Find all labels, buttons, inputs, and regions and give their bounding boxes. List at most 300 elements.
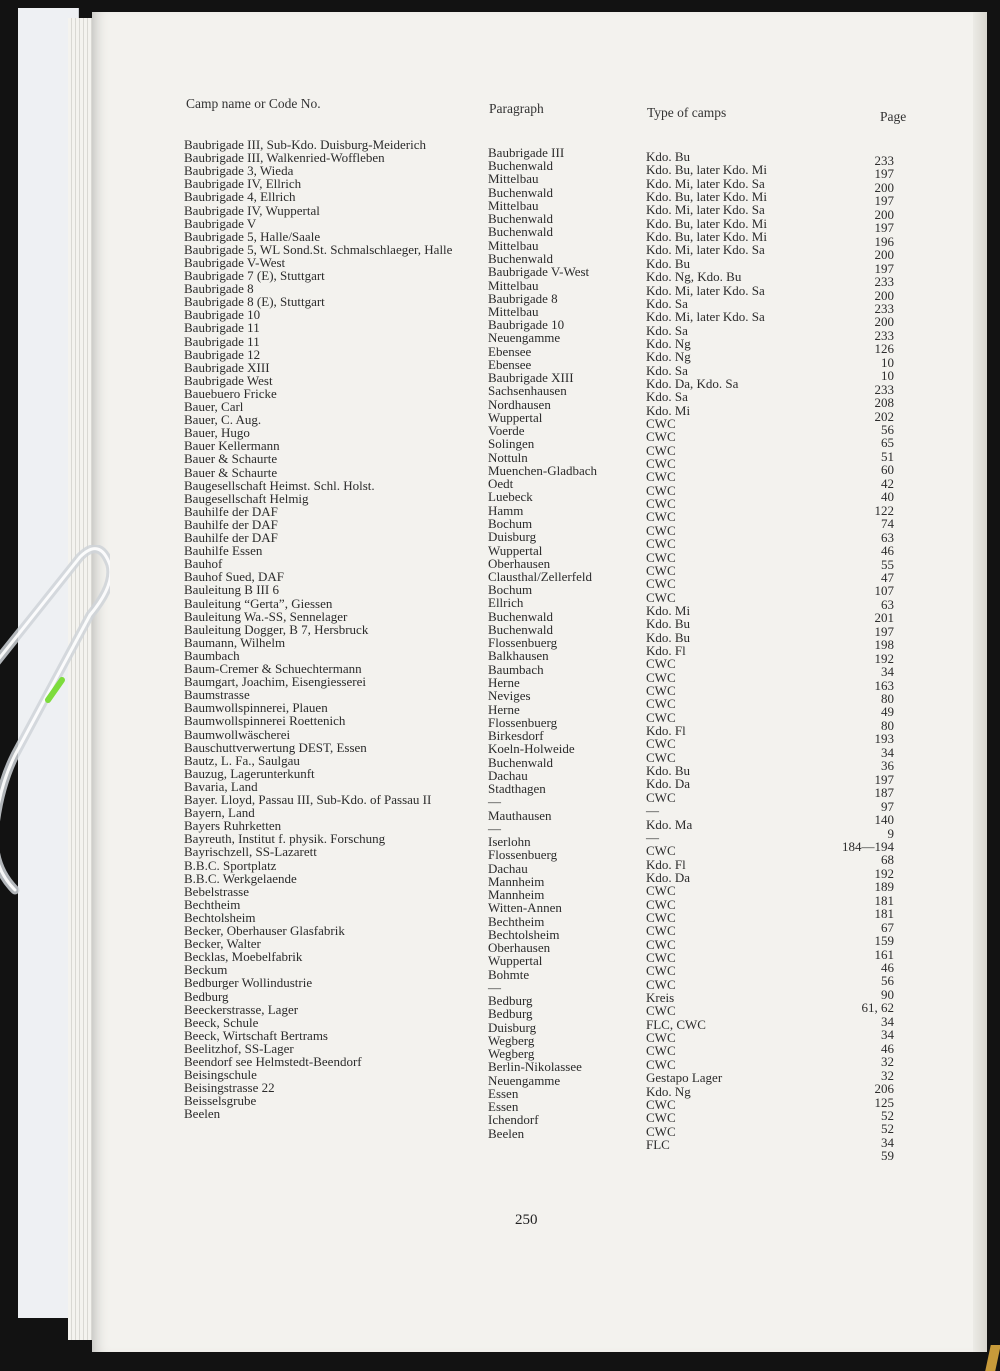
camp-name-cell: Baumwollspinnerei, Plauen [184, 700, 328, 716]
camp-name-cell: Baumstrasse [184, 687, 250, 703]
type-cell: Kdo. Mi, later Kdo. Sa [646, 282, 765, 298]
type-cell: FLC, CWC [646, 1016, 706, 1032]
page-cell: 192 [874, 865, 894, 881]
paragraph-cell: Baubrigade V-West [488, 264, 590, 280]
type-cell: CWC [646, 950, 676, 965]
camp-name-cell: Baubrigade West [184, 372, 273, 388]
type-cell: — [646, 829, 659, 845]
paragraph-cell: Baubrigade 10 [488, 317, 565, 333]
camp-name-cell: Baubrigade 3, Wieda [184, 163, 294, 179]
paragraph-cell: Buchenwald [488, 754, 553, 770]
page-cell: 197 [874, 771, 894, 787]
paragraph-cell: Ebensee [488, 343, 532, 359]
camp-name-cell: Baubrigade 11 [184, 333, 260, 349]
camp-name-cell: Beisingstrasse 22 [184, 1080, 275, 1096]
page-cell: 59 [881, 1148, 894, 1164]
paragraph-cell: Buchenwald [488, 224, 553, 240]
paragraph-cell: Balkhausen [488, 648, 549, 664]
type-cell: Kdo. Sa [646, 322, 688, 338]
type-cell: Gestapo Lager [646, 1070, 723, 1086]
camp-name-cell: Bedburg [184, 988, 229, 1004]
type-cell: Kdo. Ma [646, 816, 693, 832]
paragraph-cell: Baumbach [488, 661, 544, 677]
page-cell: 200 [874, 287, 894, 303]
page-cell: 74 [881, 516, 894, 532]
page-cell: 52 [881, 1107, 894, 1123]
type-cell: Kdo. Bu [646, 629, 691, 645]
type-cell: CWC [646, 496, 676, 512]
type-cell: CWC [646, 549, 676, 565]
page-cell: 61, 62 [861, 1000, 894, 1016]
type-cell: CWC [646, 509, 676, 525]
type-cell: — [646, 803, 659, 819]
type-cell: CWC [646, 656, 676, 672]
header-camp-name: Camp name or Code No. [186, 96, 321, 111]
paragraph-cell: Bochum [488, 515, 533, 531]
page-cell: 9 [887, 825, 894, 841]
paragraph-cell: Bedburg [488, 993, 533, 1008]
page-cell: 40 [881, 489, 894, 505]
page-cell: 140 [874, 812, 894, 828]
camp-name-cell: Baubrigade 7 (E), Stuttgart [184, 268, 325, 283]
type-cell: CWC [646, 1003, 676, 1019]
paragraph-cell: Buchenwald [488, 158, 553, 174]
type-cell: Kdo. Da [646, 776, 691, 792]
paragraph-cell: Mittelbau [488, 237, 539, 253]
camp-name-cell: Bedburger Wollindustrie [184, 975, 313, 991]
paragraph-cell: Voerde [488, 423, 525, 439]
camp-name-cell: Beisingschule [184, 1067, 257, 1083]
type-cell: CWC [646, 976, 676, 992]
paragraph-cell: Mittelbau [488, 277, 539, 293]
type-cell: CWC [646, 669, 676, 685]
page-cell: 46 [881, 960, 894, 975]
camp-name-cell: Beendorf see Helmstedt-Beendorf [184, 1054, 362, 1069]
camp-name-cell: Baugesellschaft Helmig [184, 490, 309, 506]
type-cell: CWC [646, 429, 676, 445]
camp-name-cell: Baumgart, Joachim, Eisengiesserei [184, 674, 366, 690]
type-cell: Kdo. Ng [646, 349, 691, 365]
paragraph-cell: Mauthausen [488, 807, 552, 823]
camp-name-cell: Bauer Kellermann [184, 438, 280, 454]
paragraph-cell: Duisburg [488, 1019, 537, 1035]
page-gutter-shadow [973, 12, 987, 1352]
type-cell: CWC [646, 576, 676, 592]
paragraph-cell: Mittelbau [488, 303, 539, 319]
paragraph-cell: Mannheim [488, 887, 545, 902]
camp-name-cell: Bauer, C. Aug. [184, 412, 262, 428]
paragraph-cell: Sachsenhausen [488, 383, 567, 399]
paragraph-cell: Essen [488, 1085, 519, 1101]
camp-name-cell: Baubrigade V [184, 215, 257, 231]
camp-name-cell: Beelen [184, 1106, 221, 1122]
paragraph-cell: Buchenwald [488, 211, 553, 227]
camp-name-cell: Baubrigade III, Walkenried-Woffleben [184, 150, 385, 166]
page-cell: 193 [874, 731, 894, 747]
type-cell: CWC [646, 1030, 676, 1046]
paragraph-cell: Neviges [488, 688, 531, 704]
paragraph-cell: Flossenbuerg [488, 847, 558, 863]
paragraph-cell: Nordhausen [488, 396, 551, 412]
paragraph-cell: Stadthagen [488, 781, 546, 796]
type-cell: Kdo. Fl [646, 856, 686, 872]
page-cell: 56 [881, 973, 894, 989]
camp-name-cell: Bauleitung Wa.-SS, Sennelager [184, 608, 348, 624]
camp-name-cell: Baubrigade IV, Ellrich [184, 176, 302, 192]
page-cell: 49 [881, 704, 894, 720]
page-cell: 196 [874, 233, 894, 249]
type-cell: Kdo. Sa [646, 295, 688, 311]
page-cell: 201 [874, 610, 894, 626]
camp-name-cell: Bauhilfe der DAF [184, 530, 278, 545]
paragraph-cell: Koeln-Holweide [488, 741, 575, 757]
camp-name-cell: Beeckerstrasse, Lager [184, 1001, 299, 1017]
camp-name-cell: Beckum [184, 962, 228, 978]
camp-name-cell: Baum-Cremer & Schuechtermann [184, 661, 362, 676]
page-cell: 51 [881, 448, 894, 464]
paragraph-cell: Bedburg [488, 1006, 533, 1022]
page-cell: 42 [881, 475, 894, 491]
camp-name-cell: Baumwollspinnerei Roettenich [184, 713, 346, 729]
type-cell: CWC [646, 736, 676, 752]
type-cell: CWC [646, 456, 676, 472]
page-cell: 233 [874, 327, 894, 343]
page-cell: 80 [881, 717, 894, 733]
paragraph-cell: Iserlohn [488, 834, 531, 849]
paragraph-cell: Ichendorf [488, 1112, 539, 1128]
page-cell: 34 [881, 744, 894, 760]
type-cell: CWC [646, 709, 676, 725]
paragraph-cell: Baubrigade 8 [488, 290, 558, 306]
camp-name-cell: Bauer & Schaurte [184, 464, 278, 480]
paragraph-cell: Baubrigade XIII [488, 370, 574, 386]
type-cell: CWC [646, 789, 676, 805]
page-cell: 181 [874, 906, 894, 922]
camp-name-cell: Bayer. Lloyd, Passau III, Sub-Kdo. of Passau II [184, 792, 432, 807]
type-cell: Kdo. Da [646, 869, 691, 885]
page-cell: 36 [881, 758, 894, 774]
page-cell: 32 [881, 1067, 894, 1083]
page-cell: 65 [881, 435, 894, 451]
paragraph-cell: Witten-Annen [488, 900, 562, 916]
page-cell: 233 [874, 153, 894, 168]
type-cell: Kdo. Bu [646, 149, 691, 164]
paragraph-cell: Mittelbau [488, 197, 539, 213]
page-cell: 200 [874, 314, 894, 330]
camp-name-cell: Bayreuth, Institut f. physik. Forschung [184, 831, 386, 847]
camp-name-cell: Bauleitung Dogger, B 7, Hersbruck [184, 621, 369, 637]
type-cell: CWC [646, 469, 676, 485]
page-cell: 46 [881, 1040, 894, 1056]
paragraph-cell: — [488, 820, 501, 836]
page-cell: 161 [874, 946, 894, 962]
page-cell: 107 [874, 583, 894, 599]
camp-name-cell: Beisselsgrube [184, 1093, 257, 1109]
page-cell: 47 [881, 569, 894, 585]
paragraph-cell: Mittelbau [488, 171, 539, 187]
paragraph-cell: Wuppertal [488, 410, 543, 425]
page-cell: 46 [881, 543, 894, 559]
type-cell: CWC [646, 963, 676, 979]
type-cell: CWC [646, 1056, 676, 1072]
paragraph-cell: Herne [488, 675, 520, 690]
type-cell: CWC [646, 936, 676, 952]
camp-name-cell: Becklas, Moebelfabrik [184, 949, 303, 965]
camp-name-cell: B.B.C. Sportplatz [184, 857, 277, 873]
type-cell: Kdo. Bu [646, 616, 691, 632]
type-cell: Kdo. Mi [646, 402, 691, 418]
type-cell: Kdo. Da, Kdo. Sa [646, 375, 739, 391]
type-cell: Kdo. Bu [646, 763, 691, 779]
camp-name-cell: Bauhof Sued, DAF [184, 569, 285, 585]
paragraph-cell: Clausthal/Zellerfeld [488, 568, 592, 584]
type-cell: Kdo. Ng [646, 335, 691, 351]
paragraph-cell: Bohmte [488, 966, 530, 982]
page-cell: 233 [874, 274, 894, 290]
type-cell: Kdo. Ng, Kdo. Bu [646, 269, 742, 285]
paragraph-cell: Wegberg [488, 1032, 535, 1048]
page-cell: 60 [881, 462, 894, 478]
page-cell: 34 [881, 1027, 894, 1043]
type-cell: CWC [646, 1096, 676, 1112]
paragraph-cell: Mannheim [488, 873, 545, 889]
paragraph-cell: Oberhausen [488, 940, 551, 955]
page-cell: 159 [874, 933, 894, 949]
paragraph-cell: Hamm [488, 502, 524, 518]
page-cell: 68 [881, 852, 894, 868]
paragraph-cell: Herne [488, 701, 520, 717]
paragraph-cell: Muenchen-Gladbach [488, 462, 598, 478]
header-paragraph: Paragraph [489, 101, 544, 116]
paragraph-cell: Ellrich [488, 595, 524, 611]
type-cell: CWC [646, 442, 676, 458]
paragraph-cell: Flossenbuerg [488, 714, 558, 730]
page-cell: 208 [874, 395, 894, 411]
page-cell: 197 [874, 166, 894, 182]
paragraph-cell: Essen [488, 1099, 519, 1114]
camp-name-cell: Bayern, Land [184, 805, 255, 821]
page-cell: 206 [874, 1081, 894, 1097]
camp-name-cell: Baubrigade 8 (E), Stuttgart [184, 294, 325, 310]
paragraph-cell: Neuengamme [488, 330, 561, 346]
type-cell: Kdo. Sa [646, 362, 688, 378]
camp-name-cell: Beeck, Schule [184, 1014, 259, 1030]
page-cell: 55 [881, 556, 894, 572]
page-cell: 163 [874, 677, 894, 693]
page-cell: 233 [874, 381, 894, 397]
page-cell: 198 [874, 637, 894, 653]
page-cell: 197 [874, 623, 894, 639]
page-cell: 32 [881, 1054, 894, 1070]
camp-name-cell: B.B.C. Werkgelaende [184, 870, 297, 886]
type-cell: Kdo. Bu, later Kdo. Mi [646, 215, 767, 231]
paragraph-cell: Buchenwald [488, 184, 553, 200]
page-cell: 197 [874, 220, 894, 236]
type-cell: CWC [646, 909, 676, 925]
paragraph-cell: Neuengamme [488, 1072, 561, 1088]
page-cell: 56 [881, 422, 894, 437]
type-cell: CWC [646, 1123, 676, 1139]
type-cell: CWC [646, 883, 676, 899]
camp-name-cell: Baubrigade XIII [184, 359, 270, 375]
type-cell: Kdo. Bu, later Kdo. Mi [646, 162, 767, 178]
page-cell: 126 [874, 341, 894, 357]
type-cell: Kdo. Bu, later Kdo. Mi [646, 189, 767, 205]
type-cell: CWC [646, 683, 676, 698]
page-cell: 197 [874, 260, 894, 276]
camp-name-cell: Bechtheim [184, 896, 241, 912]
paragraph-cell: Wegberg [488, 1046, 535, 1061]
camp-name-cell: Bauhilfe Essen [184, 543, 263, 559]
paragraph-cell: Wuppertal [488, 542, 543, 558]
type-cell: Kdo. Mi, later Kdo. Sa [646, 175, 765, 191]
paragraph-cell: Bechtheim [488, 913, 545, 929]
camp-name-cell: Baumwollwäscherei [184, 726, 291, 742]
type-cell: Kdo. Fl [646, 723, 686, 739]
paragraph-cell: Solingen [488, 436, 535, 452]
camp-name-cell: Beelitzhof, SS-Lager [184, 1040, 294, 1056]
type-cell: CWC [646, 522, 676, 538]
page-cell: 63 [881, 529, 894, 545]
page-cell: 125 [874, 1094, 894, 1110]
page-number: 250 [515, 1212, 538, 1228]
camp-name-cell: Bauzug, Lagerunterkunft [184, 765, 315, 781]
paragraph-cell: — [488, 794, 501, 810]
paragraph-cell: Buchenwald [488, 250, 553, 266]
paragraph-cell: Dachau [488, 767, 528, 783]
type-cell: CWC [646, 696, 676, 712]
type-cell: Kdo. Fl [646, 642, 686, 658]
type-cell: Kdo. Mi, later Kdo. Sa [646, 202, 765, 218]
page-cell: 67 [881, 919, 894, 935]
camp-name-cell: Becker, Walter [184, 936, 261, 952]
camp-name-cell: Baumbach [184, 647, 240, 663]
type-cell: CWC [646, 896, 676, 912]
header-page: Page [880, 109, 907, 124]
type-cell: Kdo. Mi, later Kdo. Sa [646, 242, 765, 258]
type-cell: Kdo. Mi [646, 602, 691, 618]
page-cell: 34 [881, 1013, 894, 1029]
paragraph-cell: Duisburg [488, 529, 537, 545]
type-cell: FLC [646, 1136, 670, 1152]
camp-name-cell: Baubrigade 5, Halle/Saale [184, 228, 321, 244]
type-cell: CWC [646, 536, 676, 552]
page-cell: 10 [881, 368, 894, 384]
paragraph-cell: Oberhausen [488, 555, 551, 571]
camp-name-cell: Bayrischzell, SS-Lazarett [184, 844, 317, 860]
paragraph-cell: Oedt [488, 476, 514, 492]
camp-name-cell: Baubrigade 8 [184, 281, 254, 297]
type-cell: CWC [646, 843, 676, 859]
header-type: Type of camps [647, 105, 727, 120]
type-cell: CWC [646, 562, 676, 578]
camp-name-cell: Bavaria, Land [184, 778, 258, 794]
type-cell: CWC [646, 1110, 676, 1126]
camp-name-cell: Baubrigade 5, WL Sond.St. Schmalschlaeger, Halle [184, 241, 453, 257]
paragraph-cell: Luebeck [488, 489, 533, 505]
camp-name-cell: Baubrigade 11 [184, 320, 260, 336]
camp-name-cell: Bautz, L. Fa., Saulgau [184, 752, 300, 768]
page-cell: 200 [874, 179, 894, 195]
type-cell: Kdo. Bu, later Kdo. Mi [646, 229, 767, 245]
camp-name-cell: Baubrigade IV, Wuppertal [184, 202, 320, 218]
type-cell: CWC [646, 1043, 676, 1059]
paragraph-cell: Bochum [488, 582, 533, 598]
camp-name-cell: Bauleitung B III 6 [184, 582, 279, 598]
camp-name-cell: Baubrigade 10 [184, 307, 261, 323]
page-cell: 34 [881, 1134, 894, 1150]
paragraph-cell: Ebensee [488, 356, 532, 372]
camp-name-cell: Bauer, Carl [184, 399, 244, 414]
page-cell: 189 [874, 879, 894, 895]
camp-name-cell: Bauleitung “Gerta”, Giessen [184, 595, 333, 611]
camp-name-cell: Baubrigade 4, Ellrich [184, 189, 296, 205]
page-cell: 184—194 [842, 838, 894, 854]
page-cell: 233 [874, 300, 894, 316]
page-cell: 90 [881, 986, 894, 1002]
page-cell: 181 [874, 892, 894, 908]
type-cell: CWC [646, 923, 676, 939]
paragraph-cell: Buchenwald [488, 621, 553, 637]
paragraph-cell: Bechtolsheim [488, 926, 560, 942]
page-cell: 197 [874, 193, 894, 209]
page-cell: 34 [881, 664, 894, 680]
paragraph-cell: Buchenwald [488, 608, 553, 624]
camp-name-cell: Bauhilfe der DAF [184, 503, 278, 519]
camp-name-cell: Bauer & Schaurte [184, 451, 278, 467]
paragraph-cell: Berlin-Nikolassee [488, 1059, 582, 1075]
paragraph-cell: Beelen [488, 1125, 525, 1141]
paragraph-cell: Baubrigade III [488, 145, 565, 160]
paragraph-cell: Birkesdorf [488, 728, 544, 743]
paragraph-cell: Dachau [488, 860, 528, 876]
page-cell: 52 [881, 1121, 894, 1137]
type-cell: CWC [646, 416, 676, 431]
camp-name-cell: Baumann, Wilhelm [184, 634, 286, 650]
camp-name-cell: Bebelstrasse [184, 883, 249, 899]
type-cell: Kreis [646, 990, 675, 1006]
page-cell: 187 [874, 785, 894, 801]
page-cell: 80 [881, 691, 894, 706]
camp-name-cell: Baubrigade 12 [184, 346, 261, 362]
type-cell: Kdo. Mi, later Kdo. Sa [646, 309, 765, 325]
page-cell: 200 [874, 247, 894, 263]
camp-name-cell: Becker, Oberhauser Glasfabrik [184, 923, 345, 938]
camp-name-cell: Bauebuero Fricke [184, 385, 277, 401]
camp-name-cell: Bauhilfe der DAF [184, 516, 278, 532]
camp-name-cell: Bauer, Hugo [184, 425, 250, 441]
paragraph-cell: Flossenbuerg [488, 635, 558, 651]
type-cell: CWC [646, 482, 676, 498]
camp-name-cell: Baubrigade V-West [184, 254, 286, 270]
page-cell: 200 [874, 206, 894, 222]
type-cell: Kdo. Ng [646, 1083, 691, 1099]
paragraph-cell: — [488, 979, 501, 995]
camp-name-cell: Baugesellschaft Heimst. Schl. Holst. [184, 477, 375, 493]
camp-name-cell: Beeck, Wirtschaft Bertrams [184, 1027, 328, 1043]
paragraph-cell: Wuppertal [488, 953, 543, 969]
page-corner-tab [985, 1345, 1000, 1371]
camp-name-cell: Bechtolsheim [184, 909, 256, 925]
camp-name-cell: Bauhof [184, 556, 223, 572]
camp-name-cell: Baubrigade III, Sub-Kdo. Duisburg-Meiderich [184, 137, 427, 152]
page-cell: 10 [881, 354, 894, 370]
type-cell: Kdo. Sa [646, 389, 688, 405]
camp-name-cell: Bayers Ruhrketten [184, 818, 282, 834]
page-cell: 192 [874, 650, 894, 666]
camp-name-cell: Bauschuttverwertung DEST, Essen [184, 739, 367, 755]
page-cell: 202 [874, 408, 894, 424]
